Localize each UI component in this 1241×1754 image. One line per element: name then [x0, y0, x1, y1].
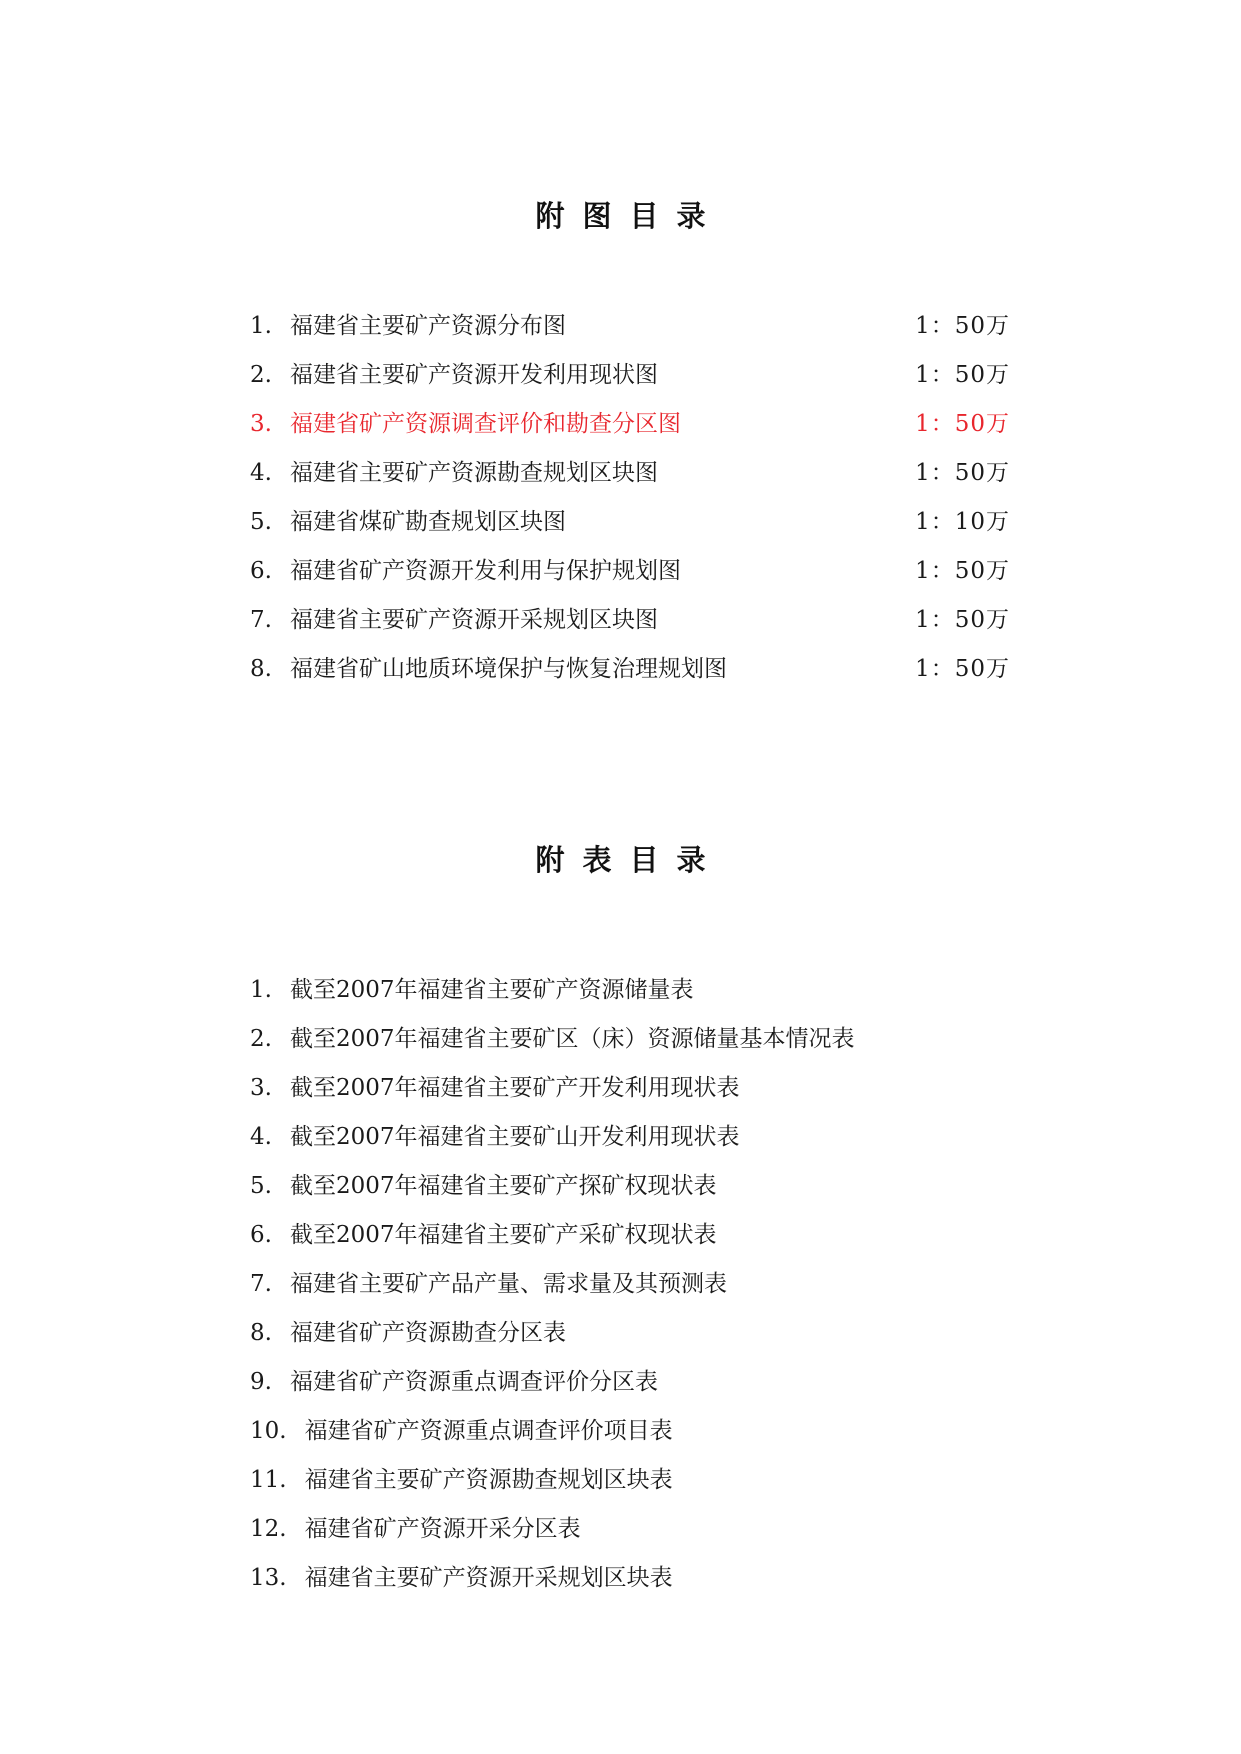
item-scale: 1：50万 [915, 607, 1010, 633]
item-number: 7. [250, 607, 272, 633]
table-item [250, 1317, 1010, 1366]
item-scale: 1：50万 [915, 558, 1010, 584]
item-title: 福建省矿产资源重点调查评价项目表 [304, 1418, 673, 1444]
table-item [250, 1562, 1010, 1611]
item-number: 3. [250, 411, 272, 437]
table-item [250, 1415, 1010, 1464]
table-item [250, 974, 1010, 1023]
tables-list [250, 974, 1010, 1611]
figure-item-highlighted [250, 408, 1010, 457]
item-scale: 1：50万 [915, 411, 1010, 437]
table-item [250, 1268, 1010, 1317]
table-item [250, 1023, 1010, 1072]
figure-item [250, 653, 1010, 702]
item-number: 8. [250, 656, 272, 682]
item-scale: 1：50万 [915, 313, 1010, 339]
item-number: 6. [250, 558, 272, 584]
item-number: 7. [250, 1271, 272, 1297]
item-title: 福建省煤矿勘查规划区块图 [289, 509, 566, 535]
item-number: 13. [250, 1565, 287, 1591]
item-number: 2. [250, 362, 272, 388]
item-title: 福建省主要矿产资源开采规划区块表 [304, 1565, 673, 1591]
item-title: 截至2007年福建省主要矿产探矿权现状表 [289, 1173, 717, 1199]
table-item [250, 1513, 1010, 1562]
item-number: 4. [250, 460, 272, 486]
item-scale: 1：50万 [915, 362, 1010, 388]
item-title: 福建省矿产资源勘查分区表 [289, 1320, 566, 1346]
item-number: 3. [250, 1075, 272, 1101]
figure-item [250, 506, 1010, 555]
item-title: 福建省主要矿产品产量、需求量及其预测表 [289, 1271, 727, 1297]
item-title: 福建省矿产资源调查评价和勘查分区图 [289, 411, 681, 437]
item-number: 12. [250, 1516, 287, 1542]
figure-item [250, 457, 1010, 506]
item-number: 2. [250, 1026, 272, 1052]
item-title: 截至2007年福建省主要矿产开发利用现状表 [289, 1075, 740, 1101]
item-title: 截至2007年福建省主要矿山开发利用现状表 [289, 1124, 740, 1150]
figures-heading: 附图目录 [535, 199, 724, 233]
item-title: 截至2007年福建省主要矿产资源储量表 [289, 977, 694, 1003]
item-number: 9. [250, 1369, 272, 1395]
item-number: 6. [250, 1222, 272, 1248]
item-number: 1. [250, 977, 272, 1003]
item-number: 11. [250, 1467, 287, 1493]
table-item [250, 1464, 1010, 1513]
item-number: 5. [250, 1173, 272, 1199]
figure-item [250, 604, 1010, 653]
item-number: 4. [250, 1124, 272, 1150]
item-title: 截至2007年福建省主要矿产采矿权现状表 [289, 1222, 717, 1248]
figure-item [250, 310, 1010, 359]
table-item [250, 1121, 1010, 1170]
item-title: 福建省主要矿产资源勘查规划区块图 [289, 460, 658, 486]
item-scale: 1：50万 [915, 656, 1010, 682]
table-item [250, 1366, 1010, 1415]
tables-heading: 附表目录 [535, 843, 724, 877]
item-title: 福建省主要矿产资源开采规划区块图 [289, 607, 658, 633]
item-title: 福建省矿产资源开采分区表 [304, 1516, 581, 1542]
item-title: 福建省矿产资源重点调查评价分区表 [289, 1369, 658, 1395]
figure-item [250, 359, 1010, 408]
item-title: 福建省主要矿产资源勘查规划区块表 [304, 1467, 673, 1493]
table-item [250, 1072, 1010, 1121]
item-number: 8. [250, 1320, 272, 1346]
item-number: 5. [250, 509, 272, 535]
figures-list [250, 310, 1010, 702]
item-title: 福建省主要矿产资源开发利用现状图 [289, 362, 658, 388]
item-scale: 1：10万 [915, 509, 1010, 535]
item-number: 10. [250, 1418, 287, 1444]
item-title: 福建省主要矿产资源分布图 [289, 313, 566, 339]
item-title: 福建省矿产资源开发利用与保护规划图 [289, 558, 681, 584]
item-title: 截至2007年福建省主要矿区（床）资源储量基本情况表 [289, 1026, 855, 1052]
table-item [250, 1219, 1010, 1268]
item-title: 福建省矿山地质环境保护与恢复治理规划图 [289, 656, 727, 682]
table-item [250, 1170, 1010, 1219]
figure-item [250, 555, 1010, 604]
item-scale: 1：50万 [915, 460, 1010, 486]
item-number: 1. [250, 313, 272, 339]
